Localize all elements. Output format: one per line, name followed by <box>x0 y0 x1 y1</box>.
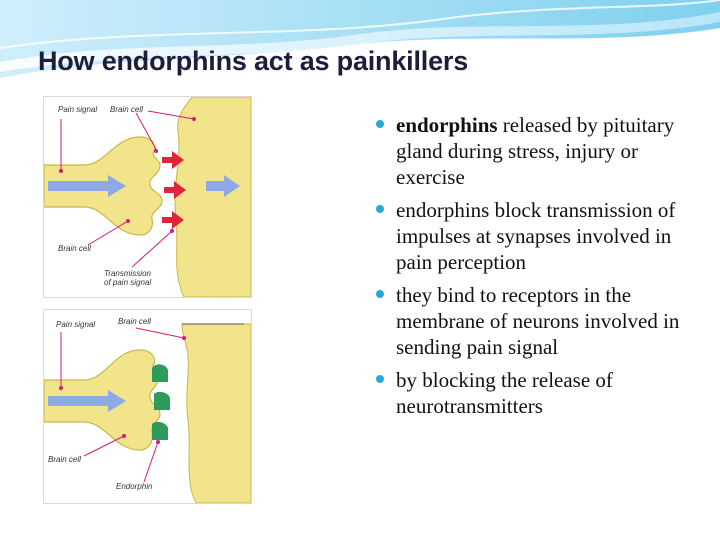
diagram-pain-transmission <box>43 96 252 298</box>
label-transmission: Transmission <box>104 269 151 278</box>
bullet-item <box>372 367 692 419</box>
label-of-pain-signal: of pain signal <box>104 278 152 287</box>
label-pain-signal-2: Pain signal <box>56 320 96 329</box>
bullet-text: released by pituitary gland during stress, injury or exercise <box>396 113 675 189</box>
label-brain-cell-bottom-2: Brain cell <box>48 455 81 464</box>
synapse-illustration <box>44 97 251 297</box>
bullet-dot-icon <box>376 290 384 298</box>
label-brain-cell-top-2: Brain cell <box>118 317 151 326</box>
slide-title: How endorphins act as painkillers <box>38 46 469 76</box>
bullet-dot-icon <box>376 375 384 383</box>
label-pain-signal: Pain signal <box>58 105 98 114</box>
bullet-item <box>372 197 692 275</box>
bullet-text: by blocking the release of neurotransmitters <box>396 368 613 418</box>
label-brain-cell-bottom: Brain cell <box>58 244 91 253</box>
label-endorphin: Endorphin <box>116 482 153 491</box>
diagram-endorphin-block <box>43 309 252 504</box>
bullet-bold: endorphins <box>396 113 498 137</box>
bullet-item <box>372 282 692 360</box>
label-brain-cell-top: Brain cell <box>110 105 143 114</box>
bullet-dot-icon <box>376 205 384 213</box>
synapse-endorphin-illustration <box>44 310 251 503</box>
bullet-item <box>372 112 692 190</box>
bullet-text: they bind to receptors in the membrane of neurons involved in sending pain signal <box>396 283 680 359</box>
bullet-dot-icon <box>376 120 384 128</box>
bullet-list <box>372 112 692 426</box>
bullet-text: endorphins block transmission of impulses at synapses involved in pain perception <box>396 198 676 274</box>
